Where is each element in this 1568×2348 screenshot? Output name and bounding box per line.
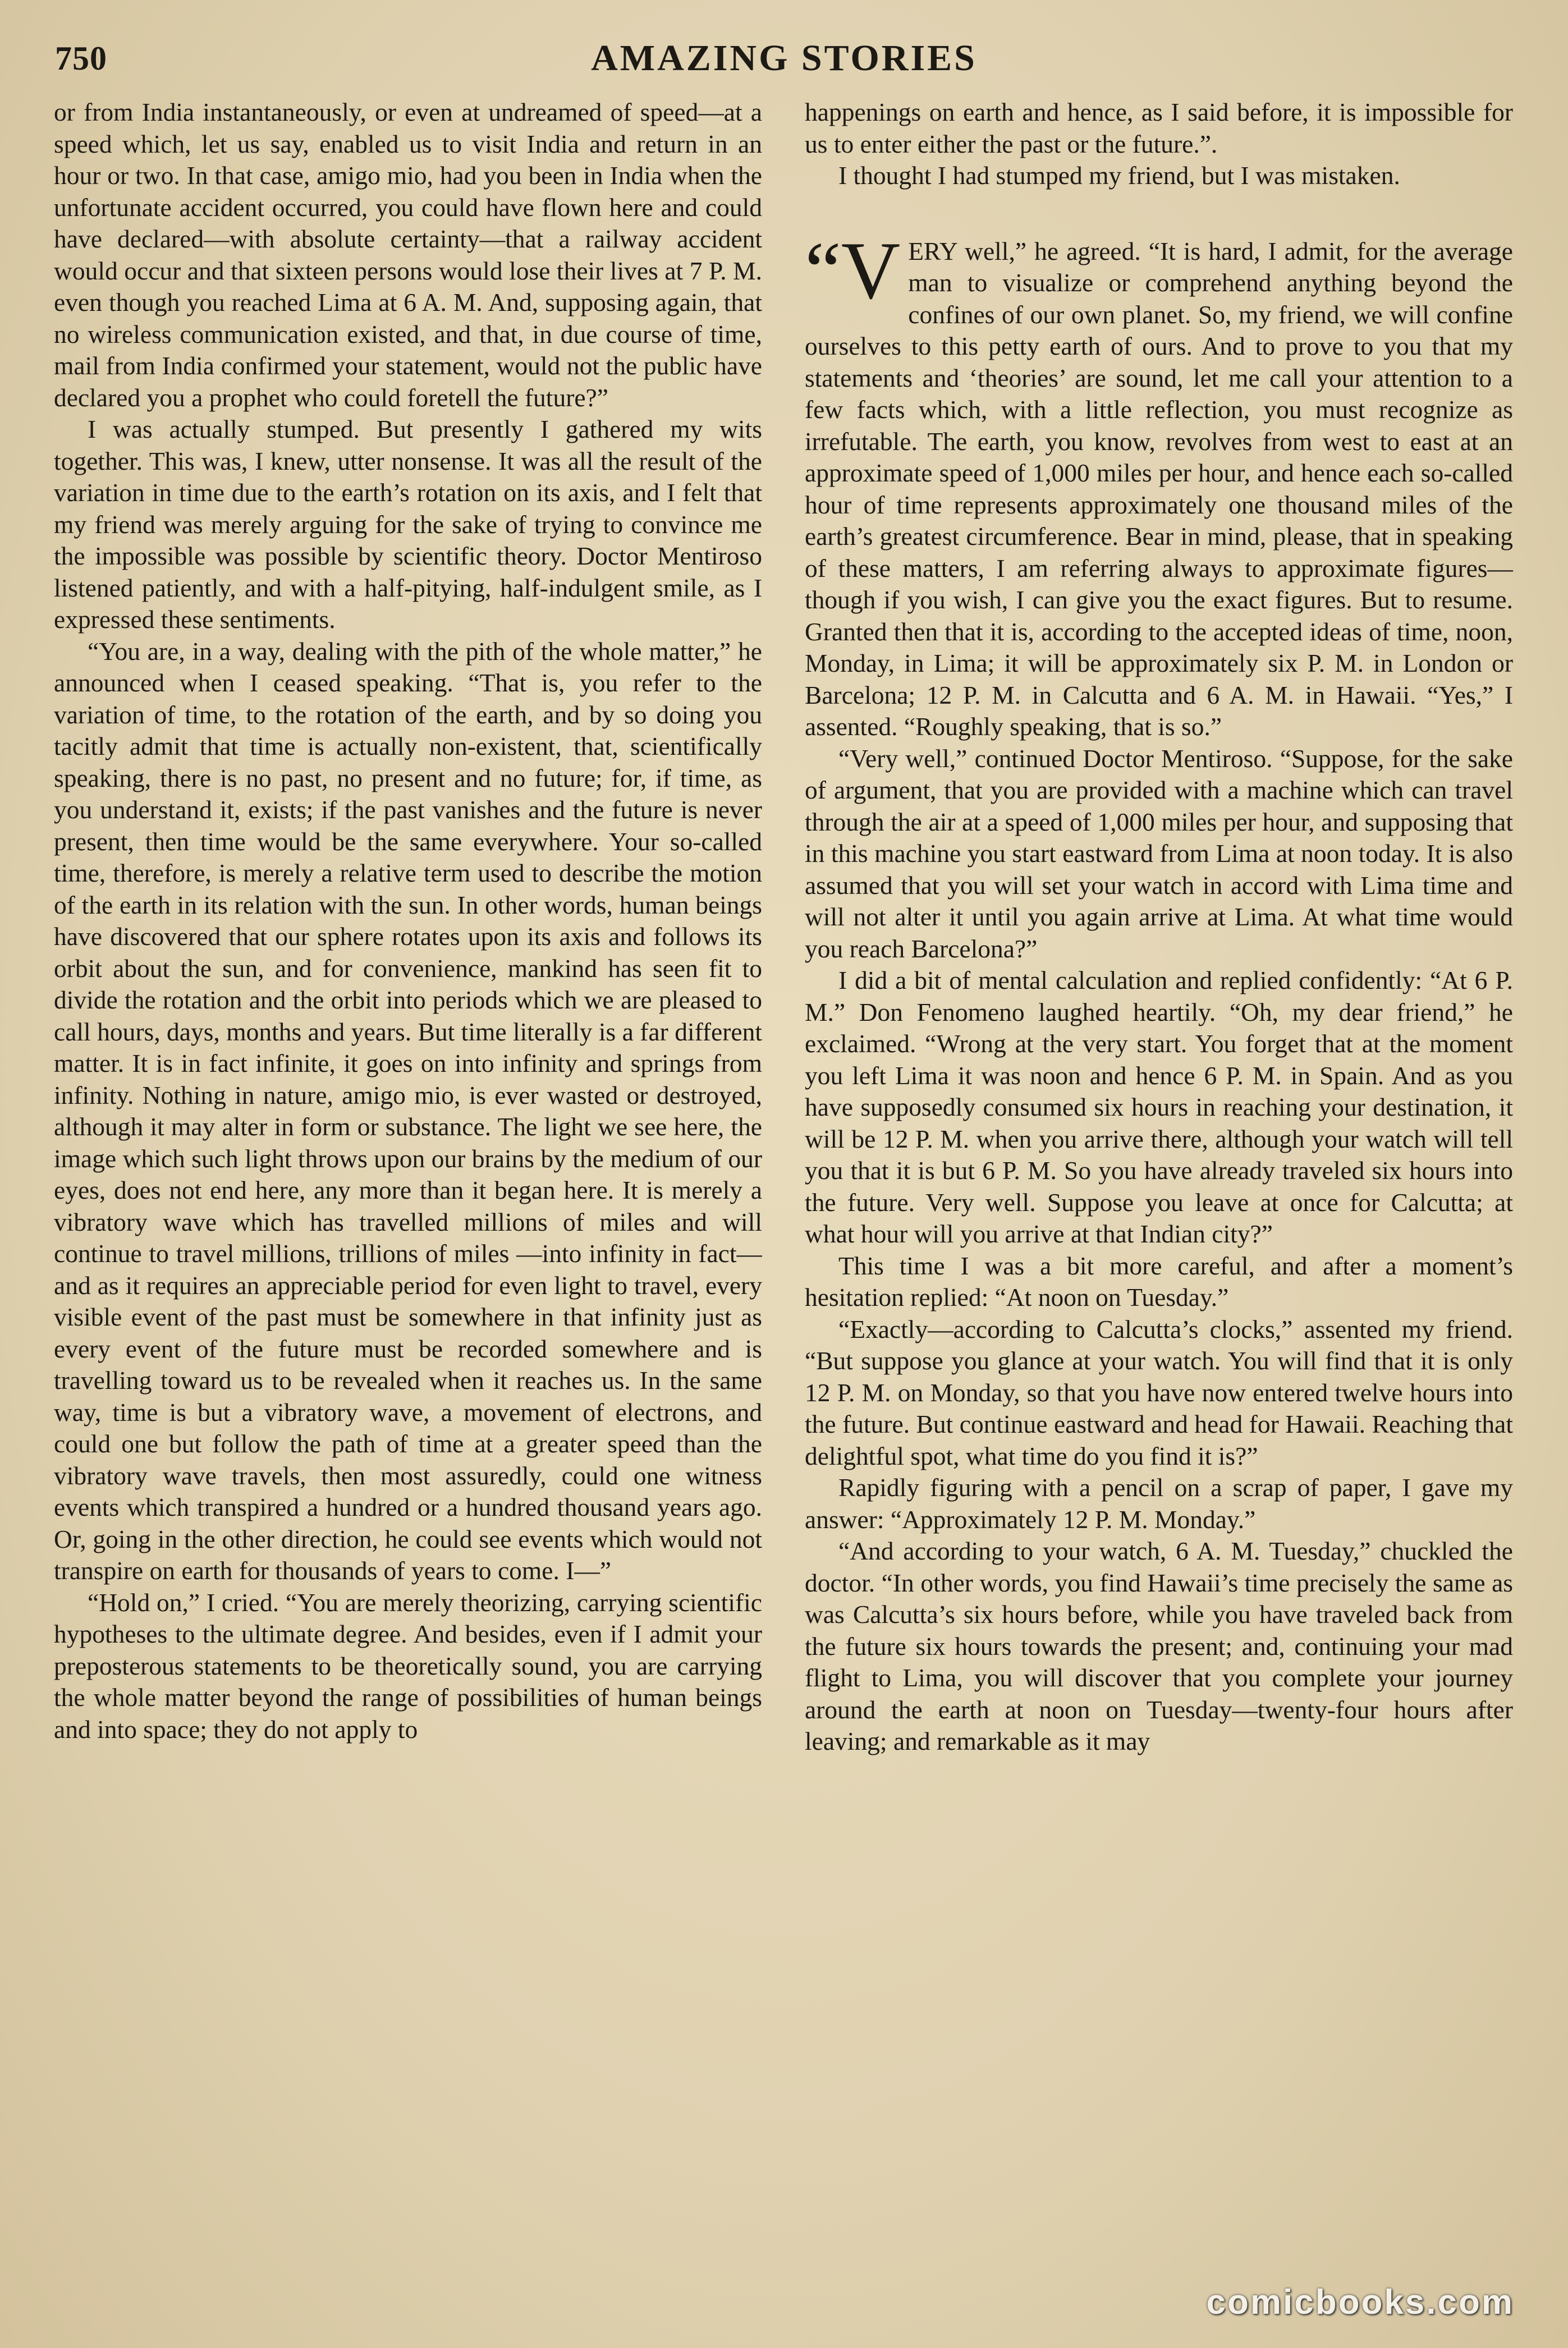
paragraph: This time I was a bit more careful, and after a moment’s hesitation replied: “At noon on Tuesday.” — [805, 1251, 1513, 1311]
paragraph: I did a bit of mental calculation and replied confidently: “At 6 P. M.” Don Fenomeno laughed heartily. “Oh, my dear friend,” he exclaimed. “Wrong at the very start. You forget that at the moment you left Lima it was noon and hence 6 P. M. in Spain. And as you have supposedly consumed six hours in reaching your destination, it will be 12 P. M. when you arrive there, although your watch will tell you that it is but 6 P. M. So you have already traveled six hours into the future. Very well. Suppose you leave at once for Calcutta; at what hour will you arrive at that Indian city?” — [805, 966, 1513, 1248]
paragraph: “Very well,” continued Doctor Mentiroso. “Suppose, for the sake of argument, that you are provided with a machine which can travel through the air at a speed of 1,000 miles per hour, and supposing that in this machine you start eastward from Lima at noon today. It is also assumed that you will set your watch in accord with Lima time and will not alter it until you again arrive at Lima. At what time would you reach Barcelona?” — [805, 744, 1513, 963]
page-header — [55, 34, 1513, 88]
paragraph: “You are, in a way, dealing with the pith of the whole matter,” he announced when I ceased speaking. “That is, you refer to the variation of time, to the rotation of the earth, and by so doing you tacitly admit that time is actually non-existent, that, scientifically speaking, there is no past, no present and no future; for, if time, as you understand it, exists; if the past vanishes and the future is never present, then time would be the same everywhere. Your so-called time, therefore, is merely a relative term used to describe the motion of the earth in its relation with the sun. In other words, human beings have discovered that our sphere rotates upon its axis and follows its orbit about the sun, and for convenience, mankind has seen fit to divide the rotation and the orbit into periods which we are pleased to call hours, days, months and years. But time literally is a far different matter. It is in fact infinite, it goes on into infinity and springs from infinity. Nothing in nature, amigo mio, is ever wasted or destroyed, although it may alter in form or substance. The light we see here, the image which such light throws upon our brains by the medium of our eyes, does not end here, any more than it began here. It is merely a vibratory wave which has travelled millions of miles and will continue to travel millions, trillions of miles —into infinity in fact—and as it requires an appreciable period for even light to travel, every visible event of the past must be somewhere in that infinity just as every event of the future must be recorded somewhere and is travelling toward us to be revealed when it reaches us. In the same way, time is but a vibratory wave, a movement of electrons, and could one but follow the path of time at a greater speed than the vibratory wave travels, then most assuredly, could one witness events which transpired a hundred or a hundred thousand years ago. Or, going in the other direction, he could see events which would not transpire on earth for thousands of years to come. I—” — [54, 636, 762, 1585]
site-watermark: comicbooks.com — [1206, 2283, 1514, 2322]
right-column — [805, 97, 1513, 2308]
paragraph: “And according to your watch, 6 A. M. Tuesday,” chuckled the doctor. “In other words, you find Hawaii’s time precisely the same as was Calcutta’s six hours before, while you have traveled back from the future six hours towards the present; and, continuing your mad flight to Lima, you will discover that you complete your journey around the earth at noon on Tuesday—twenty-four hours after leaving; and remarkable as it may — [805, 1537, 1513, 1755]
paragraph-text: ERY well,” he agreed. “It is hard, I admit, for the average man to visualize or comprehend anything beyond the confines of our own planet. So, my friend, we will confine ourselves to this petty earth of ours. And to prove to you that my statements and ‘theories’ are sound, let me call your attention to a few facts which, with a little reflection, you must recognize as irrefutable. The earth, you know, revolves from west to east at an approximate speed of 1,000 miles per hour, and hence each so-called hour of time represents approximately one thousand miles of the earth’s greatest circumference. Bear in mind, please, that in speaking of these matters, I am referring always to approximate figures—though if you wish, I can give you the exact figures. But to resume. Granted then that it is, according to the accepted ideas of time, noon, Monday, in Lima; it will be approximately six P. M. in London or Barcelona; 12 P. M. in Calcutta and 6 A. M. in Hawaii. “Yes,” I assented. “Roughly speaking, that is so.” — [805, 236, 1513, 741]
section-opening-paragraph — [805, 224, 1513, 743]
paragraph: Rapidly figuring with a pencil on a scrap of paper, I gave my answer: “Approximately 12 P. M. Monday.” — [805, 1473, 1513, 1534]
paragraph: or from India instantaneously, or even at undreamed of speed—at a speed which, let us say, enabled us to visit India and return in an hour or two. In that case, amigo mio, had you been in India when the unfortunate accident occurred, you could have flown here and could have declared—with absolute certainty—that a railway accident would occur and that sixteen persons would lose their lives at 7 P. M. even though you reached Lima at 6 A. M. And, supposing again, that no wireless communication existed, and that, in due course of time, mail from India confirmed your statement, would not the public have declared you a prophet who could foretell the future?” — [54, 98, 762, 412]
paragraph: “Exactly—according to Calcutta’s clocks,” assented my friend. “But suppose you glance at your watch. You will find that it is only 12 P. M. on Monday, so that you have now entered twelve hours into the future. But continue eastward and head for Hawaii. Reaching that delightful spot, what time do you find it is?” — [805, 1314, 1513, 1470]
running-title: AMAZING STORIES — [591, 38, 977, 79]
paragraph: I thought I had stumped my friend, but I was mistaken. — [838, 161, 1400, 190]
text-columns — [54, 97, 1513, 2308]
paragraph: “Hold on,” I cried. “You are merely theorizing, carrying scientific hypotheses to the ultimate degree. And besides, even if I admit your preposterous statements to be theoretically sound, you are carrying the whole matter beyond the range of possibilities of human beings and into space; they do not apply to — [54, 1588, 762, 1744]
paragraph: happenings on earth and hence, as I said before, it is impossible for us to enter either the past or the future.”. — [805, 98, 1513, 158]
left-column — [54, 97, 762, 2308]
page-number: 750 — [55, 40, 107, 77]
drop-cap: “V — [805, 224, 901, 316]
paragraph: I was actually stumped. But presently I gathered my wits together. This was, I knew, utter nonsense. It was all the result of the variation in time due to the earth’s rotation on its axis, and I felt that my friend was merely arguing for the sake of trying to convince me the impossible was possible by scientific theory. Doctor Mentiroso listened patiently, and with a half-pitying, half-indulgent smile, as I expressed these sentiments. — [54, 415, 762, 634]
